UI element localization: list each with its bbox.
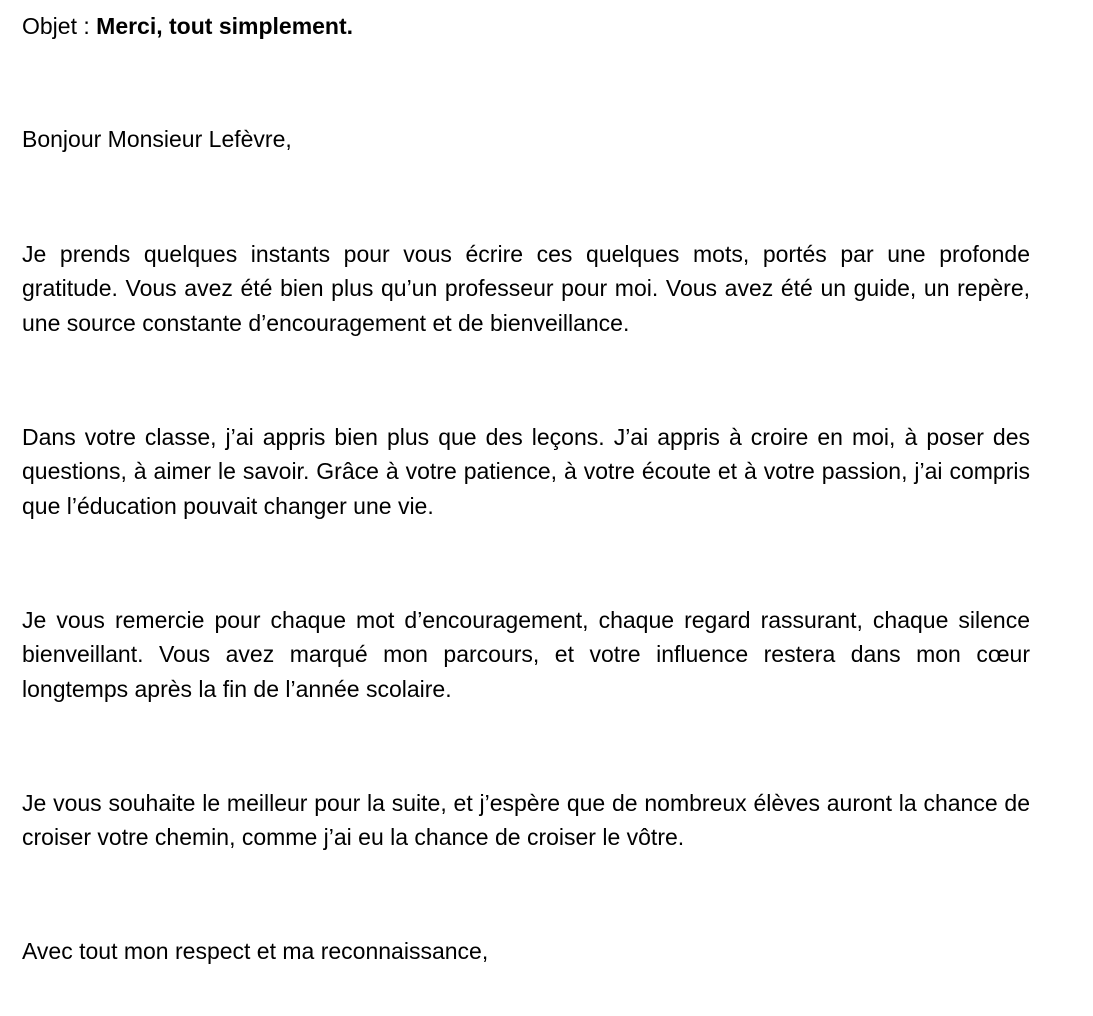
subject-line bbox=[22, 12, 353, 40]
paragraph-2: Dans votre classe, j’ai appris bien plus que des leçons. J’ai appris à croire en moi, à poser des questions, à aimer le savoir. Grâce à votre patience, à votre écoute et à votre passion, j’ai compris que l’éducation pouvait changer une vie. bbox=[22, 424, 1030, 519]
closing-line: Avec tout mon respect et ma reconnaissance, bbox=[22, 938, 489, 964]
greeting: Bonjour Monsieur Lefèvre, bbox=[22, 126, 292, 152]
paragraph-1: Je prends quelques instants pour vous écrire ces quelques mots, portés par une profonde gratitude. Vous avez été bien plus qu’un professeur pour moi. Vous avez été un guide, un repère, une source constante d’encouragement et de bienveillance. bbox=[22, 241, 1030, 336]
subject-title: Merci, tout simplement. bbox=[96, 13, 354, 39]
paragraph-4: Je vous souhaite le meilleur pour la suite, et j’espère que de nombreux élèves auront la chance de croiser votre chemin, comme j’ai eu la chance de croiser le vôtre. bbox=[22, 790, 1030, 851]
subject-label: Objet : bbox=[22, 13, 97, 39]
paragraph-3: Je vous remercie pour chaque mot d’encouragement, chaque regard rassurant, chaque silence bienveillant. Vous avez marqué mon parcours, et votre influence restera dans mon cœur longtemps après la fin de l’année scolaire. bbox=[22, 607, 1030, 702]
